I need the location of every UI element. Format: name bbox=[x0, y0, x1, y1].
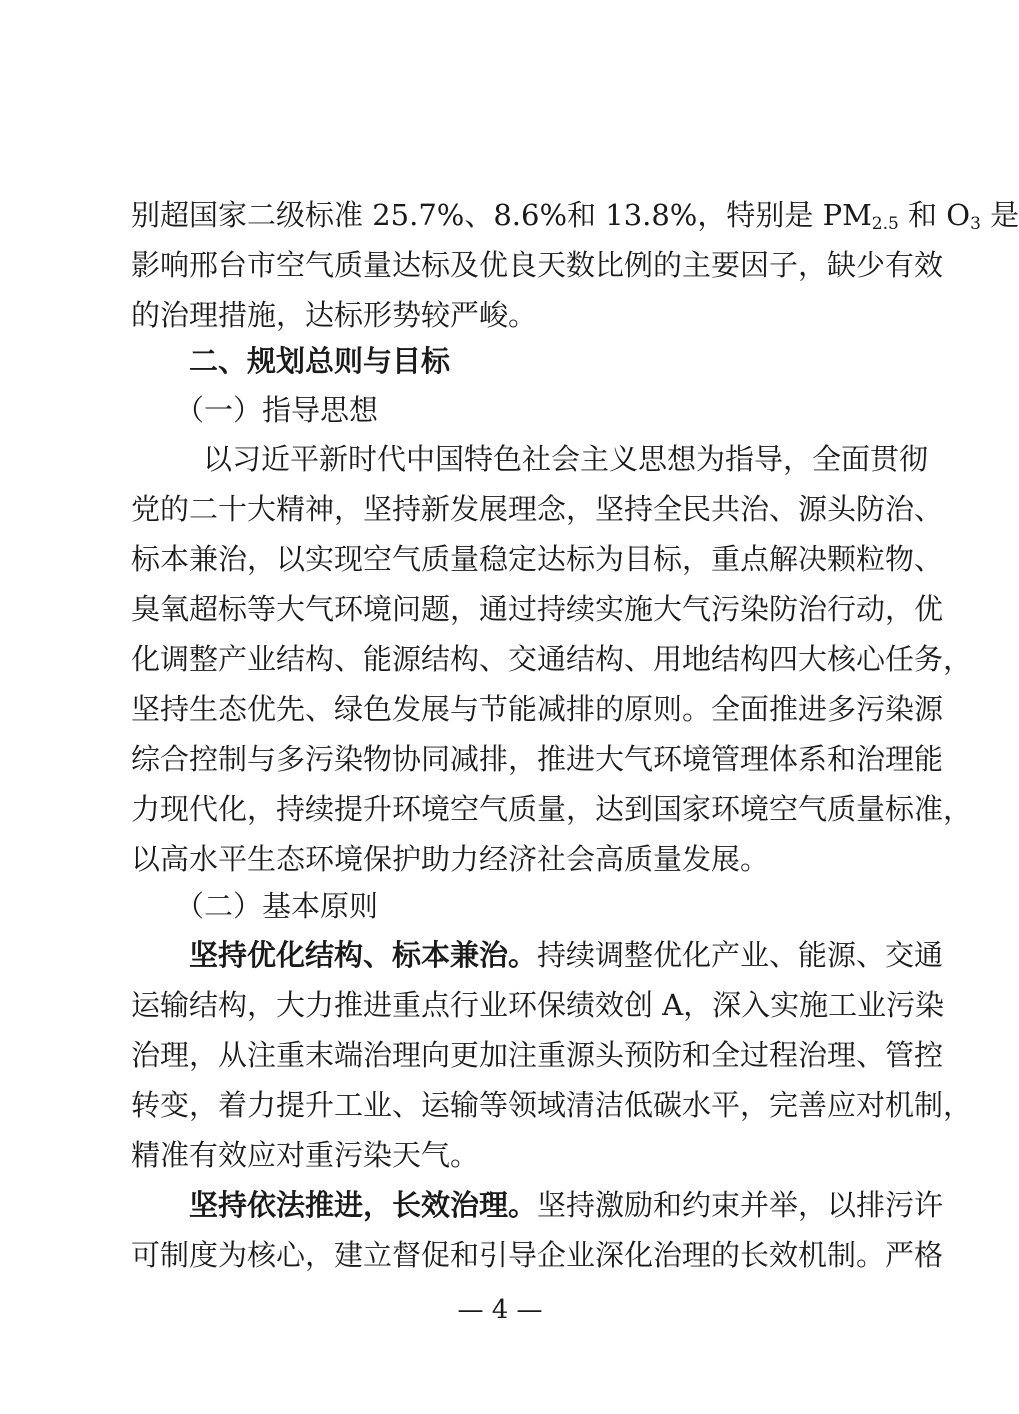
body-line: 力现代化，持续提升环境空气质量，达到国家环境空气质量标准， bbox=[131, 792, 973, 826]
subsection-heading-basic-principles: （二）基本原则 bbox=[175, 889, 379, 923]
subsection-heading-guiding-ideology: （一）指导思想 bbox=[175, 393, 379, 427]
body-line: 综合控制与多污染物协同减排，推进大气环境管理体系和治理能 bbox=[131, 742, 944, 776]
body-line: 精准有效应对重污染天气。 bbox=[131, 1138, 480, 1172]
body-line: 坚持依法推进，长效治理。坚持激励和约束并举，以排污许 bbox=[189, 1188, 944, 1222]
body-line: 转变，着力提升工业、运输等领域清洁低碳水平，完善应对机制， bbox=[131, 1088, 973, 1122]
body-line: 治理，从注重末端治理向更加注重源头预防和全过程治理、管控 bbox=[131, 1038, 944, 1072]
page-number: — 4 — bbox=[457, 1295, 543, 1325]
body-line: 党的二十大精神，坚持新发展理念，坚持全民共治、源头防治、 bbox=[131, 492, 944, 526]
body-line: 坚持优化结构、标本兼治。持续调整优化产业、能源、交通 bbox=[189, 938, 944, 972]
body-line: 臭氧超标等大气环境问题，通过持续实施大气污染防治行动，优 bbox=[131, 592, 944, 626]
body-line: 以高水平生态环境保护助力经济社会高质量发展。 bbox=[131, 842, 770, 876]
principle-lead: 坚持依法推进，长效治理。 bbox=[189, 1188, 538, 1222]
body-line: 别超国家二级标准 25.7%、8.6%和 13.8%，特别是 $PM_{2.5}$ 和 $O_3$ 是 bbox=[131, 198, 1019, 234]
body-line: 可制度为核心，建立督促和引导企业深化治理的长效机制。严格 bbox=[131, 1238, 944, 1272]
body-line: 标本兼治，以实现空气质量稳定达标为目标，重点解决颗粒物、 bbox=[131, 542, 944, 576]
section-heading: 二、规划总则与目标 bbox=[189, 344, 451, 378]
body-line: 运输结构，大力推进重点行业环保绩效创 A，深入实施工业污染 bbox=[131, 988, 945, 1022]
body-line: 影响邢台市空气质量达标及优良天数比例的主要因子，缺少有效 bbox=[131, 248, 944, 282]
body-line: 的治理措施，达标形势较严峻。 bbox=[131, 298, 538, 332]
body-line: 坚持生态优先、绿色发展与节能减排的原则。全面推进多污染源 bbox=[131, 692, 944, 726]
body-line: 以习近平新时代中国特色社会主义思想为指导，全面贯彻 bbox=[203, 442, 929, 476]
body-line: 化调整产业结构、能源结构、交通结构、用地结构四大核心任务， bbox=[131, 642, 973, 676]
principle-lead: 坚持优化结构、标本兼治。 bbox=[189, 938, 538, 972]
